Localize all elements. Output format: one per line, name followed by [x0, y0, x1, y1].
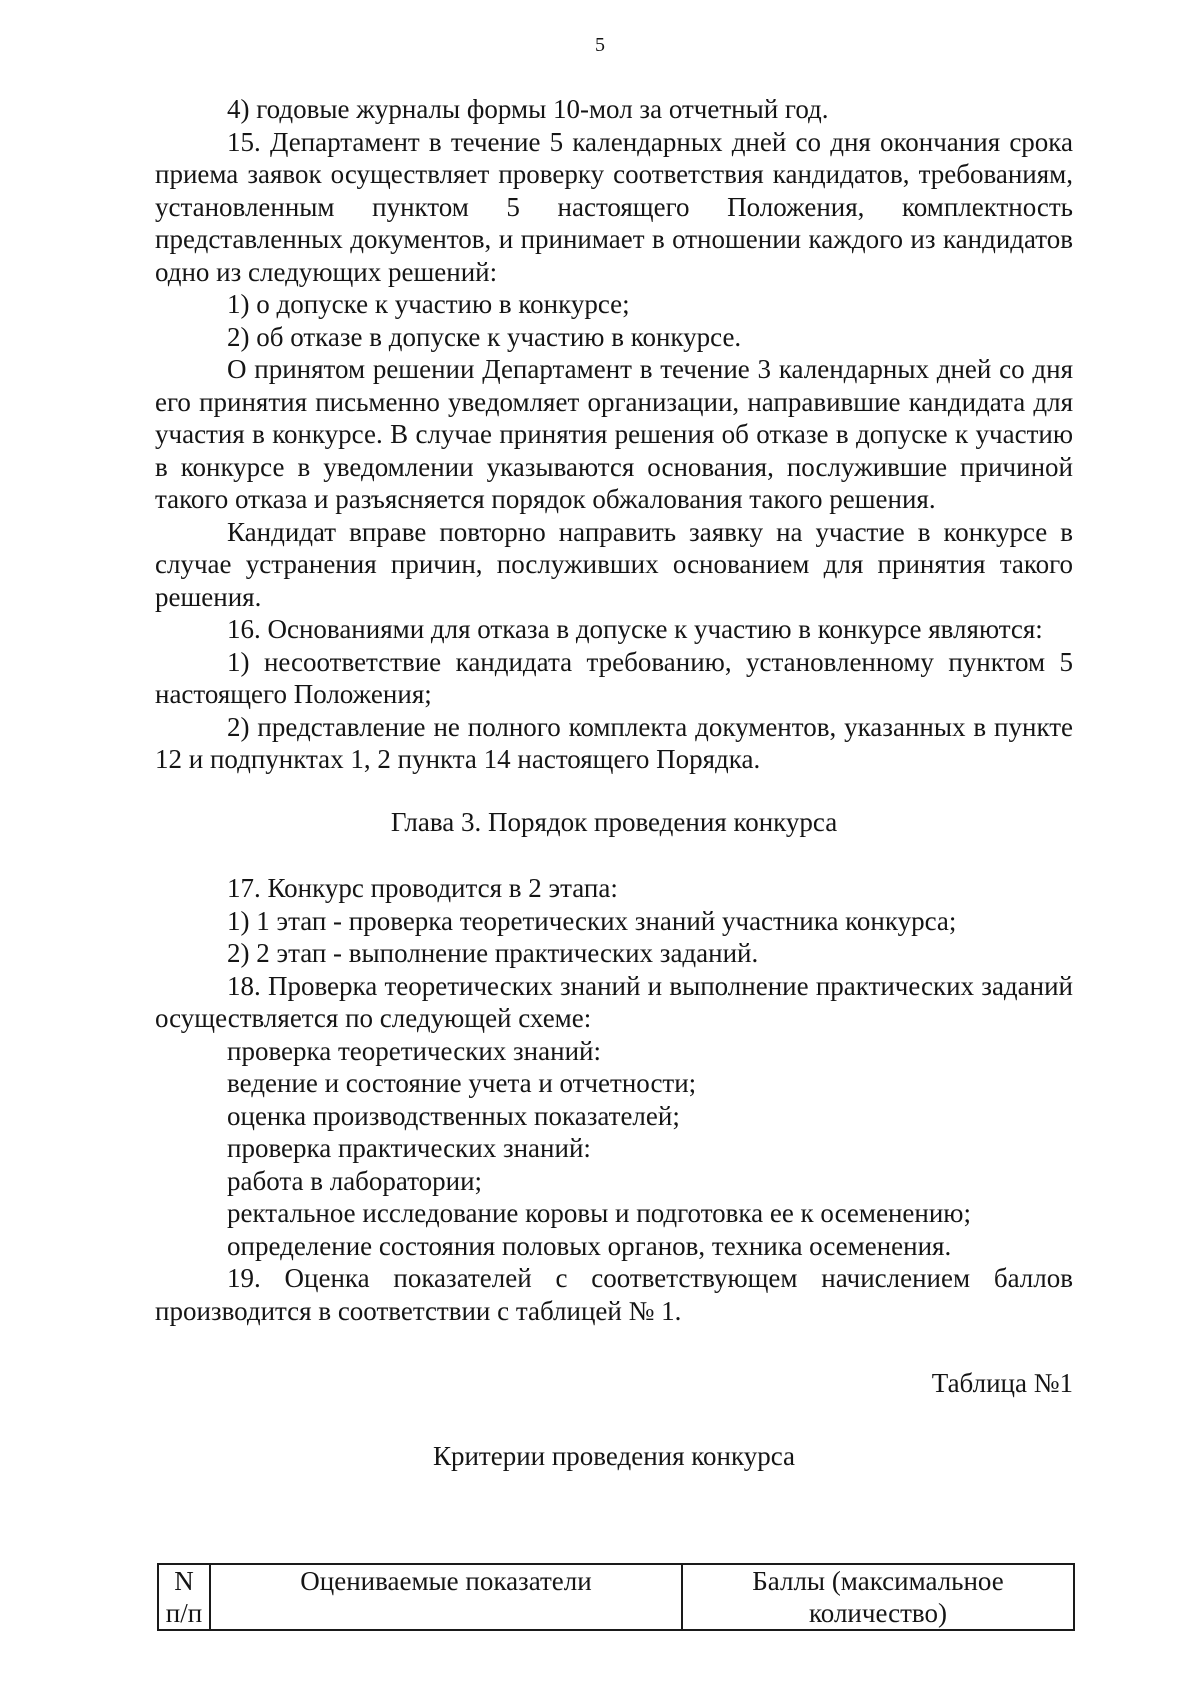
header-cell-number [158, 1564, 210, 1630]
table-header-row [158, 1564, 1074, 1630]
table-title: Критерии проведения конкурса [432, 1440, 796, 1471]
scheme-item: проверка теоретических знаний: [227, 1035, 601, 1066]
chapter-heading: Глава 3. Порядок проведения конкурса [390, 806, 838, 837]
paragraph-resubmit: Кандидат вправе повторно направить заявку на участие в конкурсе в случае устранения причин, послуживших основанием для принятия такого решения. [155, 516, 1073, 612]
paragraph-17-stage-2: 2) 2 этап - выполнение практических заданий. [227, 938, 759, 968]
scheme-item: работа в лаборатории; [227, 1165, 483, 1196]
paragraph-17: 17. Конкурс проводится в 2 этапа: [227, 873, 618, 903]
header-number-line-1: N [174, 1566, 194, 1596]
scheme-item: оценка производственных показателей; [227, 1100, 680, 1131]
scheme-item: ведение и состояние учета и отчетности; [227, 1068, 697, 1098]
paragraph-15: 15. Департамент в течение 5 календарных дней со дня окончания срока приема заявок осуществляет проверку соответствия кандидатов, требованиям, установленным пунктом 5 настоящего Положения, комплектность представленных документов, и принимает в отношении каждого из кандидатов одно из следующих решений: [155, 126, 1073, 287]
page-number: 5 [595, 34, 605, 56]
header-points-line-1: Баллы (максимальное [752, 1566, 1004, 1596]
table-label: Таблица №1 [931, 1368, 1073, 1398]
paragraph-16-reason-2: 2) представление не полного комплекта документов, указанных в пункте 12 и подпунктах 1, 2 пункта 14 настоящего Порядка. [155, 711, 1073, 774]
paragraph-item-4: 4) годовые журналы формы 10-мол за отчетный год. [227, 94, 829, 124]
scheme-item: ректальное исследование коровы и подготовка ее к осеменению; [227, 1198, 971, 1228]
header-number-line-2: п/п [165, 1598, 203, 1628]
header-cell-indicators [210, 1564, 682, 1630]
paragraph-16: 16. Основаниями для отказа в допуске к участию в конкурсе являются: [227, 614, 1043, 644]
scheme-item: определение состояния половых органов, техника осеменения. [227, 1230, 952, 1261]
paragraph-19: 19. Оценка показателей с соответствующем начислением баллов производится в соответствии с таблицей № 1. [155, 1263, 1073, 1326]
paragraph-16-reason-1: 1) несоответствие кандидата требованию, установленному пунктом 5 настоящего Положения; [155, 646, 1073, 709]
scheme-item: проверка практических знаний: [227, 1133, 591, 1163]
paragraph-decision-notice: О принятом решении Департамент в течение 3 календарных дней со дня его принятия письменно уведомляет организации, направившие кандидата для участия в конкурсе. В случае принятия решения об отказе в допуске к участию в конкурсе в уведомлении указываются основания, послужившие причиной такого отказа и разъясняется порядок обжалования такого решения. [155, 354, 1073, 514]
paragraph-17-stage-1: 1) 1 этап - проверка теоретических знаний участника конкурса; [227, 905, 957, 936]
header-points-line-2: количество) [809, 1598, 947, 1628]
paragraph-15-option-1: 1) о допуске к участию в конкурсе; [227, 289, 630, 319]
header-cell-points [682, 1564, 1074, 1630]
criteria-table [157, 1563, 1075, 1631]
header-indicators-text: Оцениваемые показатели [300, 1566, 592, 1596]
document-body [155, 93, 1073, 1472]
paragraph-18: 18. Проверка теоретических знаний и выполнение практических заданий осуществляется по следующей схеме: [155, 970, 1073, 1033]
paragraph-15-option-2: 2) об отказе в допуске к участию в конкурсе. [227, 321, 742, 352]
